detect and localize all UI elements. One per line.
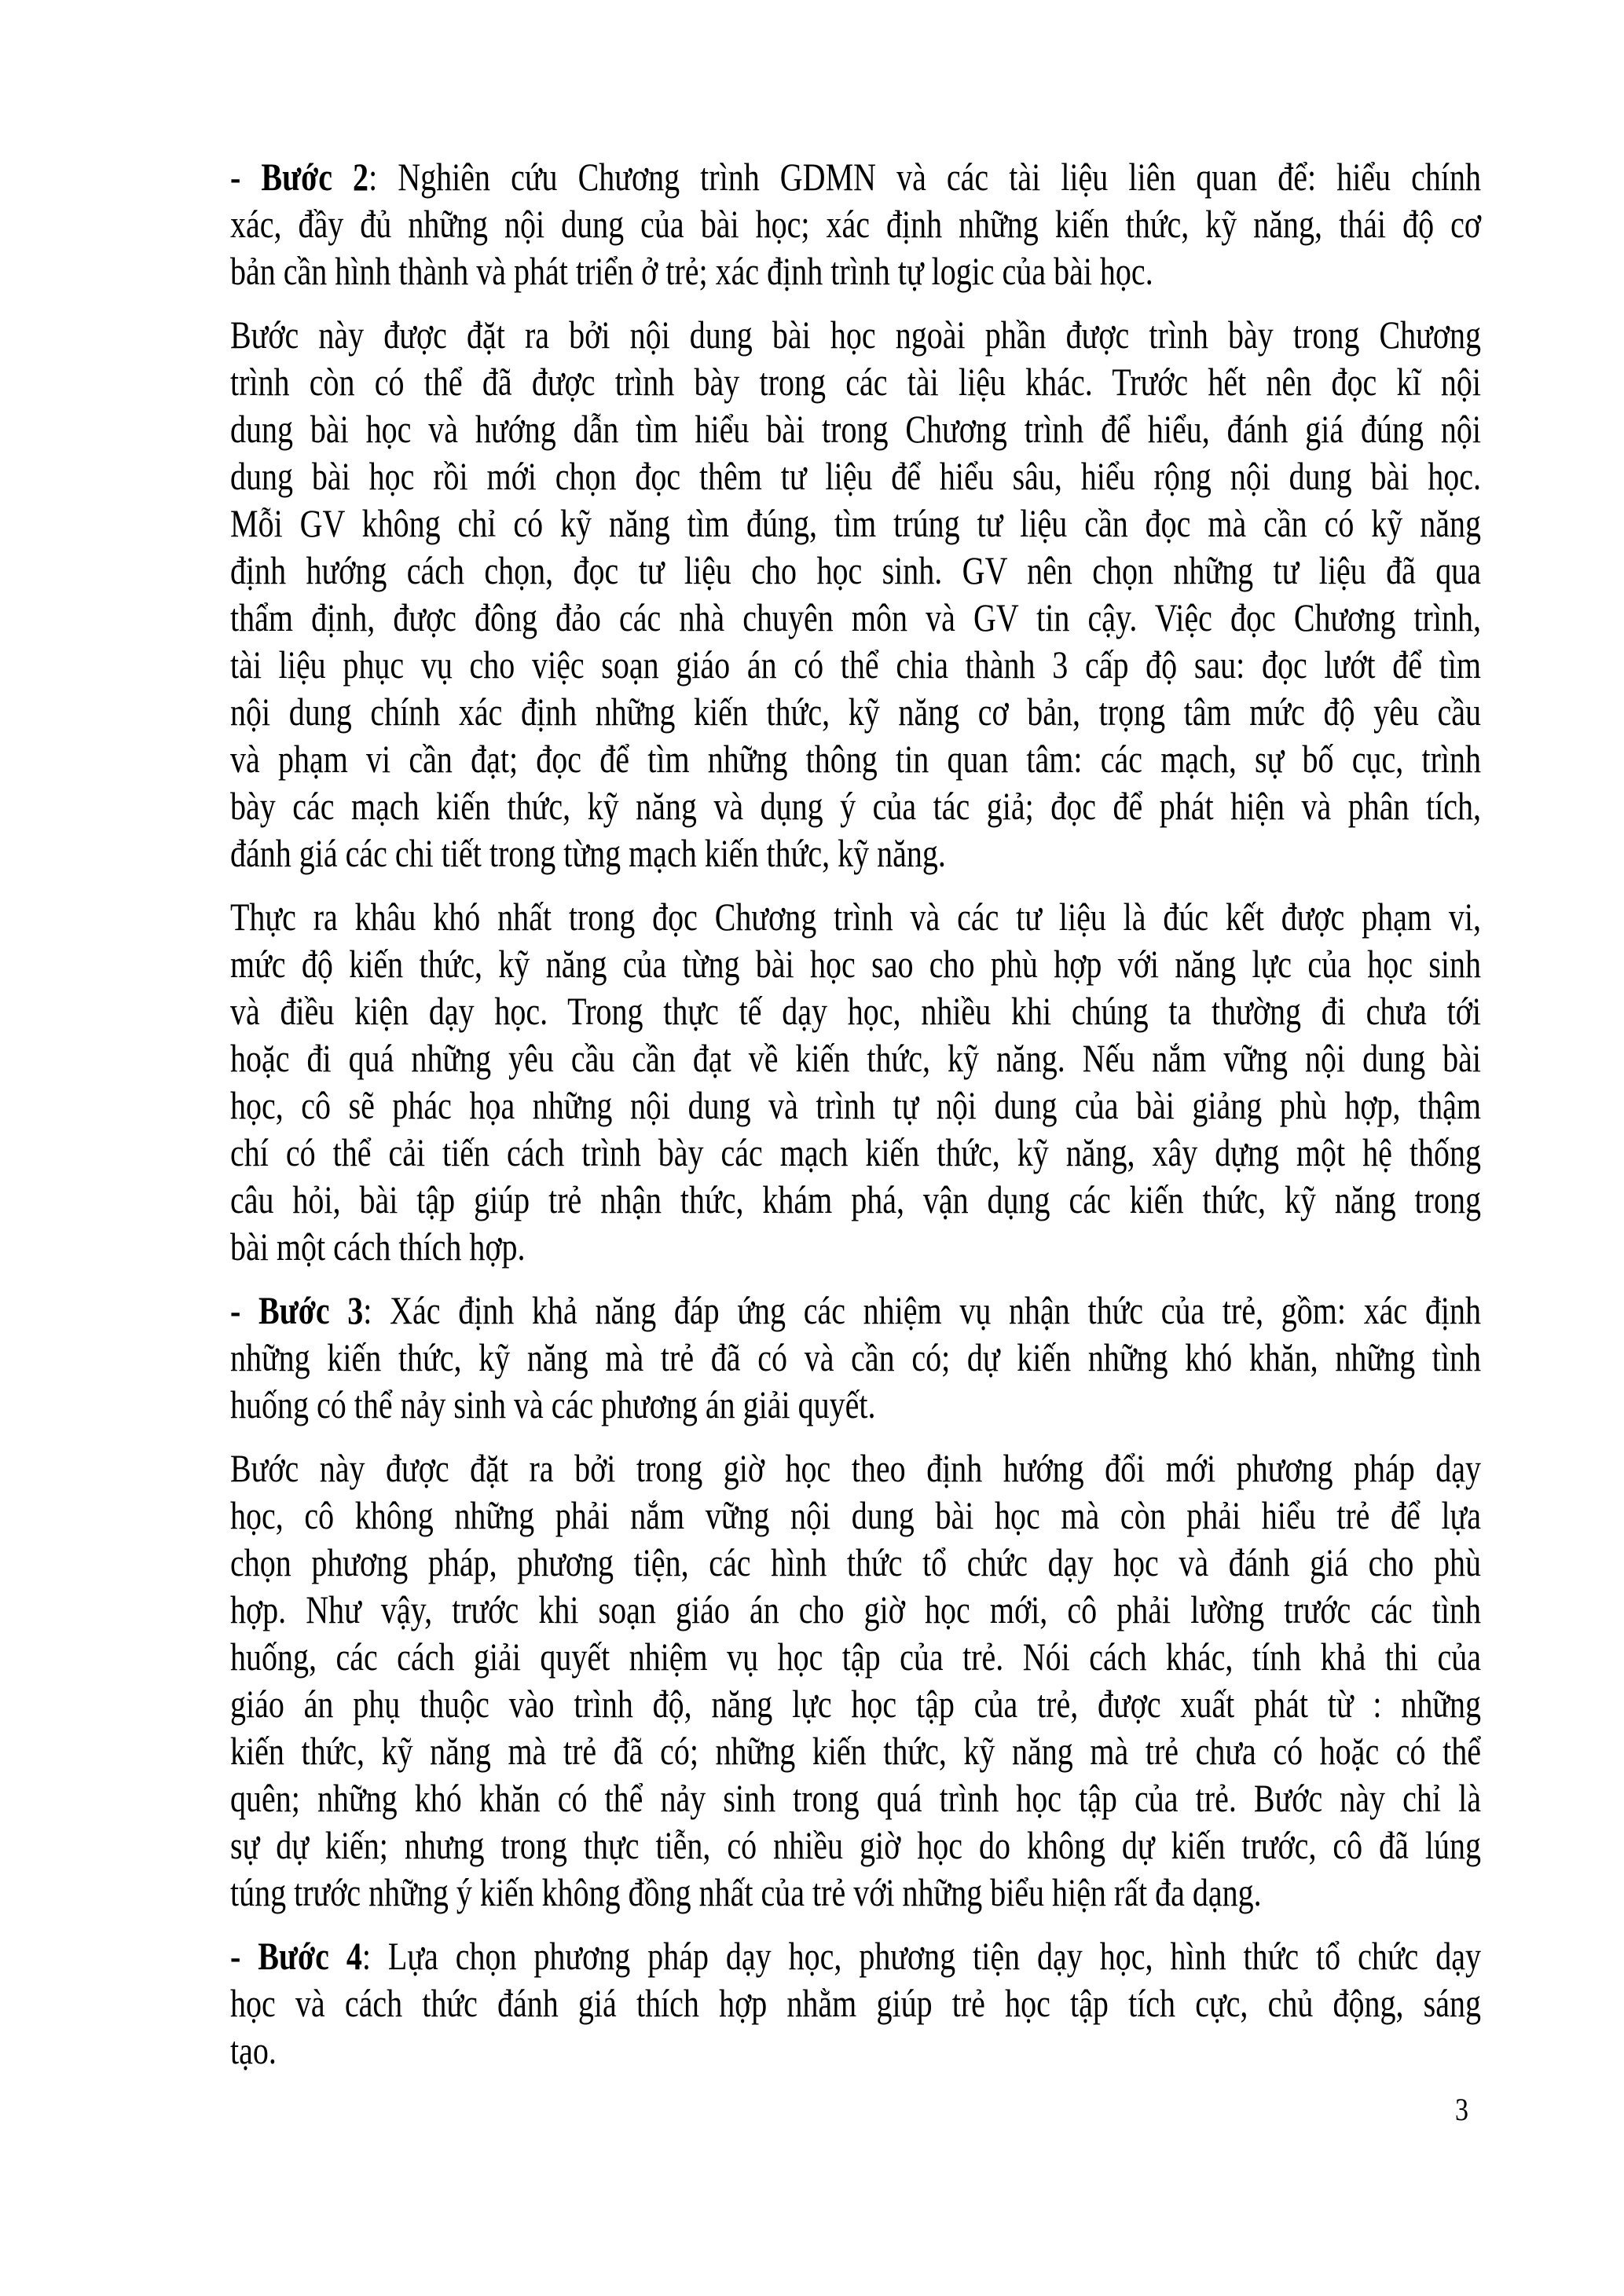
text-line (230, 1129, 1481, 1176)
line-content: Mỗi GV không chỉ có kỹ năng tìm đúng, tìm trúng tư liệu cần đọc mà cần có kỹ năng (230, 501, 1481, 545)
text-line (230, 1680, 1481, 1727)
text-line (230, 1492, 1481, 1539)
text-line (230, 153, 1481, 200)
line-text (230, 1869, 1481, 1916)
text-line (230, 1932, 1481, 1979)
line-text (230, 358, 1481, 405)
line-text (230, 1334, 1481, 1381)
line-text (230, 1082, 1481, 1129)
line-text (230, 987, 1481, 1034)
line-content: học, cô sẽ phác họa những nội dung và trình tự nội dung của bài giảng phù hợp, thậm (230, 1083, 1481, 1127)
document-body (230, 153, 1481, 2090)
line-text (230, 1633, 1481, 1680)
line-text (230, 1932, 1481, 1979)
paragraph (230, 1445, 1481, 1916)
line-content: bài một cách thích hợp. (230, 1225, 526, 1269)
text-line (230, 1176, 1481, 1223)
line-text (230, 500, 1481, 547)
text-line (230, 200, 1481, 247)
line-content: sự dự kiến; nhưng trong thực tiễn, có nhiều giờ học do không dự kiến trước, cô đã lúng (230, 1823, 1481, 1867)
line-text (230, 2027, 1481, 2074)
line-text (230, 1287, 1481, 1334)
line-text (230, 1822, 1481, 1869)
text-line (230, 688, 1481, 735)
line-text (230, 153, 1481, 200)
line-content: trình còn có thể đã được trình bày trong các tài liệu khác. Trước hết nên đọc kĩ nội (230, 360, 1481, 404)
line-content: dung bài học và hướng dẫn tìm hiểu bài trong Chương trình để hiểu, đánh giá đúng nội (230, 407, 1481, 451)
text-line (230, 1223, 1481, 1270)
line-text (230, 405, 1481, 452)
line-text (230, 594, 1481, 641)
line-content: tài liệu phục vụ cho việc soạn giáo án có thể chia thành 3 cấp độ sau: đọc lướt để tìm (230, 643, 1481, 687)
line-text (230, 547, 1481, 594)
line-text (230, 1176, 1481, 1223)
text-line (230, 1034, 1481, 1082)
line-content: câu hỏi, bài tập giúp trẻ nhận thức, khám phá, vận dụng các kiến thức, kỹ năng trong (230, 1177, 1481, 1221)
paragraph (230, 1287, 1481, 1428)
line-content: bày các mạch kiến thức, kỹ năng và dụng ý của tác giả; đọc để phát hiện và phân tích, (230, 784, 1481, 828)
text-line (230, 1869, 1481, 1916)
text-line (230, 641, 1481, 688)
line-text (230, 1129, 1481, 1176)
line-content: xác, đầy đủ những nội dung của bài học; xác định những kiến thức, kỹ năng, thái độ cơ (230, 202, 1481, 246)
text-line (230, 405, 1481, 452)
text-line (230, 311, 1481, 358)
line-content: đánh giá các chi tiết trong từng mạch kiến thức, kỹ năng. (230, 831, 946, 875)
line-content: giáo án phụ thuộc vào trình độ, năng lực học tập của trẻ, được xuất phát từ : những (230, 1682, 1481, 1726)
paragraph (230, 311, 1481, 877)
line-text (230, 1727, 1481, 1774)
text-line (230, 1287, 1481, 1334)
line-text (230, 247, 1481, 295)
line-text (230, 1774, 1481, 1822)
line-text (230, 311, 1481, 358)
text-line (230, 1082, 1481, 1129)
line-content: chí có thể cải tiến cách trình bày các mạch kiến thức, kỹ năng, xây dựng một hệ thống (230, 1130, 1481, 1174)
text-line (230, 940, 1481, 987)
line-content: thẩm định, được đông đảo các nhà chuyên môn và GV tin cậy. Việc đọc Chương trình, (230, 595, 1481, 639)
line-content: Bước này được đặt ra bởi nội dung bài học ngoài phần được trình bày trong Chương (230, 313, 1481, 357)
step-heading: - Bước 2 (230, 155, 369, 199)
line-content: túng trước những ý kiến không đồng nhất của trẻ với những biểu hiện rất đa dạng. (230, 1870, 1262, 1914)
line-content: tạo. (230, 2028, 277, 2072)
text-line (230, 1586, 1481, 1633)
line-content: quên; những khó khăn có thể nảy sinh trong quá trình học tập của trẻ. Bước này chỉ là (230, 1776, 1481, 1820)
text-line (230, 735, 1481, 782)
text-line (230, 1727, 1481, 1774)
line-content: học, cô không những phải nắm vững nội dung bài học mà còn phải hiểu trẻ để lựa (230, 1493, 1481, 1537)
text-line (230, 247, 1481, 295)
line-content: hoặc đi quá những yêu cầu cần đạt về kiến thức, kỹ năng. Nếu nắm vững nội dung bài (230, 1036, 1481, 1080)
line-content: hợp. Như vậy, trước khi soạn giáo án cho giờ học mới, cô phải lường trước các tình (230, 1587, 1481, 1631)
page-number: 3 (1455, 2092, 1468, 2127)
text-line (230, 2027, 1481, 2074)
line-content: : Lựa chọn phương pháp dạy học, phương tiện dạy học, hình thức tổ chức dạy (361, 1934, 1482, 1978)
text-line (230, 594, 1481, 641)
line-text (230, 1539, 1481, 1586)
line-text (230, 782, 1481, 829)
line-text (230, 1034, 1481, 1082)
line-content: : Nghiên cứu Chương trình GDMN và các tài liệu liên quan để: hiểu chính (368, 155, 1481, 199)
text-line (230, 452, 1481, 500)
line-text (230, 641, 1481, 688)
text-line (230, 987, 1481, 1034)
text-line (230, 547, 1481, 594)
text-line (230, 1633, 1481, 1680)
line-content: nội dung chính xác định những kiến thức, kỹ năng cơ bản, trọng tâm mức độ yêu cầu (230, 690, 1481, 734)
text-line (230, 829, 1481, 877)
line-content: : Xác định khả năng đáp ứng các nhiệm vụ nhận thức của trẻ, gồm: xác định (363, 1288, 1482, 1332)
line-text (230, 1223, 1481, 1270)
paragraph (230, 1932, 1481, 2074)
paragraph (230, 153, 1481, 295)
line-text (230, 1680, 1481, 1727)
line-content: mức độ kiến thức, kỹ năng của từng bài học sao cho phù hợp với năng lực của học sinh (230, 942, 1481, 986)
text-line (230, 1979, 1481, 2027)
text-line (230, 500, 1481, 547)
line-text (230, 1381, 1481, 1428)
text-line (230, 1381, 1481, 1428)
text-line (230, 1822, 1481, 1869)
line-content: kiến thức, kỹ năng mà trẻ đã có; những kiến thức, kỹ năng mà trẻ chưa có hoặc có thể (230, 1729, 1481, 1773)
line-content: chọn phương pháp, phương tiện, các hình thức tổ chức dạy học và đánh giá cho phù (230, 1540, 1481, 1584)
line-text (230, 829, 1481, 877)
line-text (230, 200, 1481, 247)
line-text (230, 1979, 1481, 2027)
paragraph (230, 893, 1481, 1270)
line-text (230, 452, 1481, 500)
line-content: dung bài học rồi mới chọn đọc thêm tư liệu để hiểu sâu, hiểu rộng nội dung bài học. (230, 454, 1481, 498)
line-text (230, 735, 1481, 782)
line-content: những kiến thức, kỹ năng mà trẻ đã có và cần có; dự kiến những khó khăn, những tình (230, 1335, 1481, 1379)
line-text (230, 1445, 1481, 1492)
line-content: Bước này được đặt ra bởi trong giờ học theo định hướng đổi mới phương pháp dạy (230, 1446, 1481, 1490)
text-line (230, 1445, 1481, 1492)
text-line (230, 1774, 1481, 1822)
text-line (230, 782, 1481, 829)
line-text (230, 1492, 1481, 1539)
line-text (230, 1586, 1481, 1633)
line-content: bản cần hình thành và phát triển ở trẻ; xác định trình tự logic của bài học. (230, 249, 1153, 293)
line-content: học và cách thức đánh giá thích hợp nhằm giúp trẻ học tập tích cực, chủ động, sáng (230, 1981, 1481, 2025)
line-text (230, 688, 1481, 735)
line-content: Thực ra khâu khó nhất trong đọc Chương trình và các tư liệu là đúc kết được phạm vi, (230, 895, 1481, 939)
text-line (230, 893, 1481, 940)
line-content: và phạm vi cần đạt; đọc để tìm những thông tin quan tâm: các mạch, sự bố cục, trình (230, 737, 1481, 781)
step-heading: - Bước 4 (230, 1934, 362, 1978)
line-content: huống, các cách giải quyết nhiệm vụ học tập của trẻ. Nói cách khác, tính khả thi của (230, 1635, 1481, 1679)
text-line (230, 1539, 1481, 1586)
step-heading: - Bước 3 (230, 1288, 364, 1332)
line-content: huống có thể nảy sinh và các phương án giải quyết. (230, 1382, 876, 1426)
line-text (230, 893, 1481, 940)
text-line (230, 358, 1481, 405)
line-content: định hướng cách chọn, đọc tư liệu cho học sinh. GV nên chọn những tư liệu đã qua (230, 548, 1481, 592)
text-line (230, 1334, 1481, 1381)
line-text (230, 940, 1481, 987)
line-content: và điều kiện dạy học. Trong thực tế dạy học, nhiều khi chúng ta thường đi chưa tới (230, 989, 1481, 1033)
